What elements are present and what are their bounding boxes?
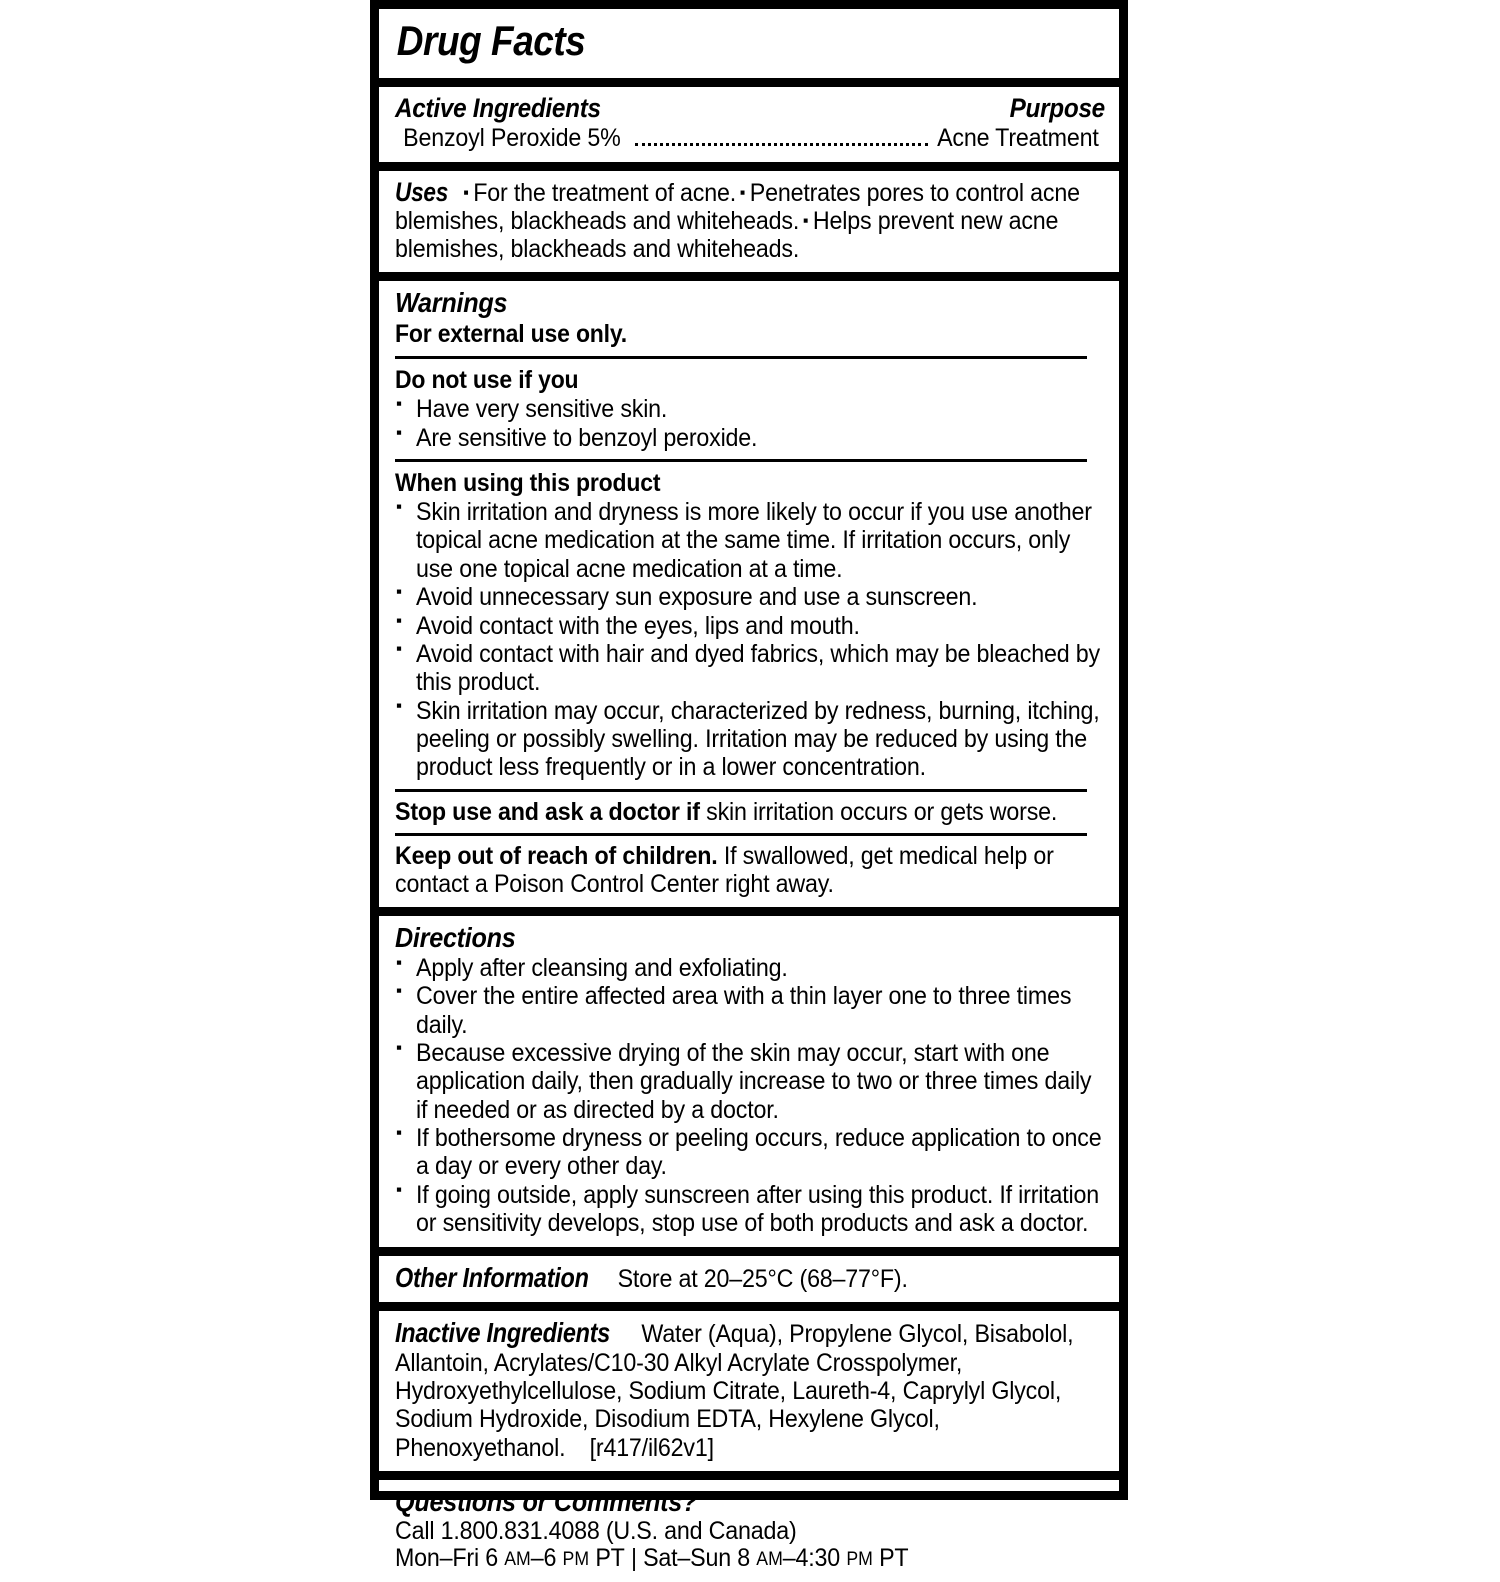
list-item-text: ▪ Skin irritation and dryness is more likely to occur if you use another topical acne medication at the same time. If irritation occurs, only use one topical acne medication at a time. (416, 498, 1092, 583)
other-information-inner (395, 1262, 1105, 1294)
list-item (395, 1124, 1105, 1181)
other-information-heading: Other Information (395, 1261, 589, 1293)
uses-body (395, 177, 1105, 263)
uses-item: ▪ Helps prevent new acne blemishes, blackheads and whiteheads. (395, 207, 1058, 263)
keep-out-of-reach-text (395, 842, 1105, 898)
inactive-ingredients-heading: Inactive Ingredients (395, 1317, 611, 1349)
list-item (395, 583, 1105, 611)
directions-heading: Directions (395, 921, 516, 953)
list-item-text: ▪ Are sensitive to benzoyl peroxide. (416, 423, 758, 452)
uses-item: ▪ Penetrates pores to control acne blemishes, blackheads and whiteheads. (395, 179, 1080, 235)
list-item (395, 954, 1105, 982)
hours-weekday-am: AM (504, 1549, 531, 1571)
inactive-ingredients-row (395, 1317, 1105, 1462)
list-item-text: ▪ Have very sensitive skin. (416, 395, 668, 424)
stop-use-lead: Stop use and ask a doctor if (395, 797, 700, 826)
do-not-use-heading: Do not use if you (395, 366, 579, 395)
active-ingredients-heading: Active Ingredients (395, 93, 601, 124)
list-item-text: ▪ Avoid contact with hair and dyed fabrics, which may be bleached by this product. (416, 639, 1100, 697)
list-item-text: ▪ Avoid contact with the eyes, lips and mouth. (416, 611, 860, 640)
active-ingredient-row (395, 124, 1105, 153)
list-item-text: ▪ Because excessive drying of the skin may occur, start with one application daily, then gradually increase to two or three times daily if needed or as directed by a doctor. (416, 1038, 1092, 1124)
list-item (395, 424, 1105, 452)
inactive-ingredients-section (379, 1302, 1119, 1471)
list-item (395, 498, 1105, 583)
keep-out-lead: Keep out of reach of children. (395, 841, 718, 870)
keep-out-body: If swallowed, get medical help or contact a Poison Control Center right away. (395, 841, 1054, 898)
external-use-only-text: For external use only. (395, 320, 627, 349)
list-item (395, 1039, 1105, 1124)
warnings-divider-4 (395, 833, 1087, 836)
warnings-heading: Warnings (395, 287, 508, 319)
purpose-heading: Purpose (1009, 93, 1105, 124)
when-using-heading: When using this product (395, 469, 661, 498)
other-information-section (379, 1247, 1119, 1303)
active-ingredient-name: Benzoyl Peroxide 5% (403, 124, 621, 153)
directions-list (395, 954, 1105, 1238)
list-item-text: ▪ If going outside, apply sunscreen after using this product. If irritation or sensitivity develops, stop use of both products and ask a doctor. (416, 1180, 1100, 1238)
uses-item: ▪ For the treatment of acne. (460, 179, 736, 207)
hours-weekday-mid: –6 (530, 1544, 557, 1573)
do-not-use-list (395, 395, 1105, 452)
warnings-divider-3 (395, 789, 1087, 792)
stop-use-body: skin irritation occurs or gets worse. (706, 797, 1058, 826)
stop-use-text (395, 798, 1105, 826)
list-item (395, 697, 1105, 782)
hours-weekend-days: Sat–Sun 8 (643, 1544, 751, 1573)
hours-weekend-mid: –4:30 (782, 1544, 841, 1573)
hours-weekend-tz: PT (879, 1544, 909, 1573)
page-title: Drug Facts (396, 17, 586, 64)
list-item-text: ▪ If bothersome dryness or peeling occurs, reduce application to once a day or every other day. (416, 1124, 1102, 1181)
hours-weekend-am: AM (756, 1549, 783, 1571)
active-ingredients-section (379, 78, 1119, 162)
directions-section (379, 907, 1119, 1247)
inactive-ingredients-inner (395, 1317, 1105, 1462)
title-section (379, 9, 1119, 78)
hours-weekday-days: Mon–Fri 6 (395, 1544, 498, 1573)
other-information-row (395, 1262, 1105, 1294)
list-item (395, 1181, 1105, 1238)
list-item-text: ▪ Cover the entire affected area with a thin layer one to three times daily. (416, 982, 1072, 1039)
list-item (395, 982, 1105, 1039)
hours-weekday-tz: PT (595, 1544, 625, 1573)
active-ingredient-purpose: Acne Treatment (937, 124, 1099, 153)
questions-hours-line (395, 1545, 1105, 1573)
warnings-divider-1 (395, 356, 1087, 359)
dot-leader (635, 143, 928, 146)
list-item (395, 395, 1105, 423)
drug-facts-label (370, 0, 1128, 1573)
questions-phone-line: Call 1.800.831.4088 (U.S. and Canada) (395, 1516, 797, 1545)
hours-weekend-pm: PM (846, 1549, 873, 1571)
batch-code: [r417/il62v1] (589, 1433, 714, 1462)
questions-section (379, 1471, 1119, 1582)
list-item-text: ▪ Skin irritation may occur, characterized by redness, burning, itching, peeling or possibly swelling. Irritation may be reduced by using the product less frequently or in a lower concentration. (416, 696, 1100, 782)
hours-separator: | (630, 1544, 637, 1573)
uses-heading: Uses (395, 177, 449, 208)
when-using-list (395, 498, 1105, 782)
hours-weekday-pm: PM (562, 1549, 590, 1571)
other-information-text: Store at 20–25°C (68–77°F). (617, 1264, 908, 1293)
drug-facts-panel (370, 0, 1128, 1573)
list-item-text: ▪ Avoid unnecessary sun exposure and use a sunscreen. (416, 583, 978, 612)
warnings-divider-2 (395, 459, 1087, 462)
inactive-ingredients-text: Water (Aqua), Propylene Glycol, Bisabolol, Allantoin, Acrylates/C10-30 Alkyl Acrylate Crosspolymer, Hydroxyethylcellulose, Sodium Citrate, Laureth-4, Caprylyl Glycol, Sodium Hydroxide, Disodium EDTA, Hexylene Glycol, Phenoxyethanol. (395, 1320, 1074, 1462)
list-item (395, 612, 1105, 640)
warnings-section (379, 272, 1119, 907)
list-item-text: ▪ Apply after cleansing and exfoliating. (416, 953, 788, 982)
questions-heading: Questions or Comments? (395, 1485, 698, 1517)
list-item (395, 640, 1105, 697)
active-ingredients-header-row (395, 93, 1105, 124)
uses-section (379, 162, 1119, 272)
